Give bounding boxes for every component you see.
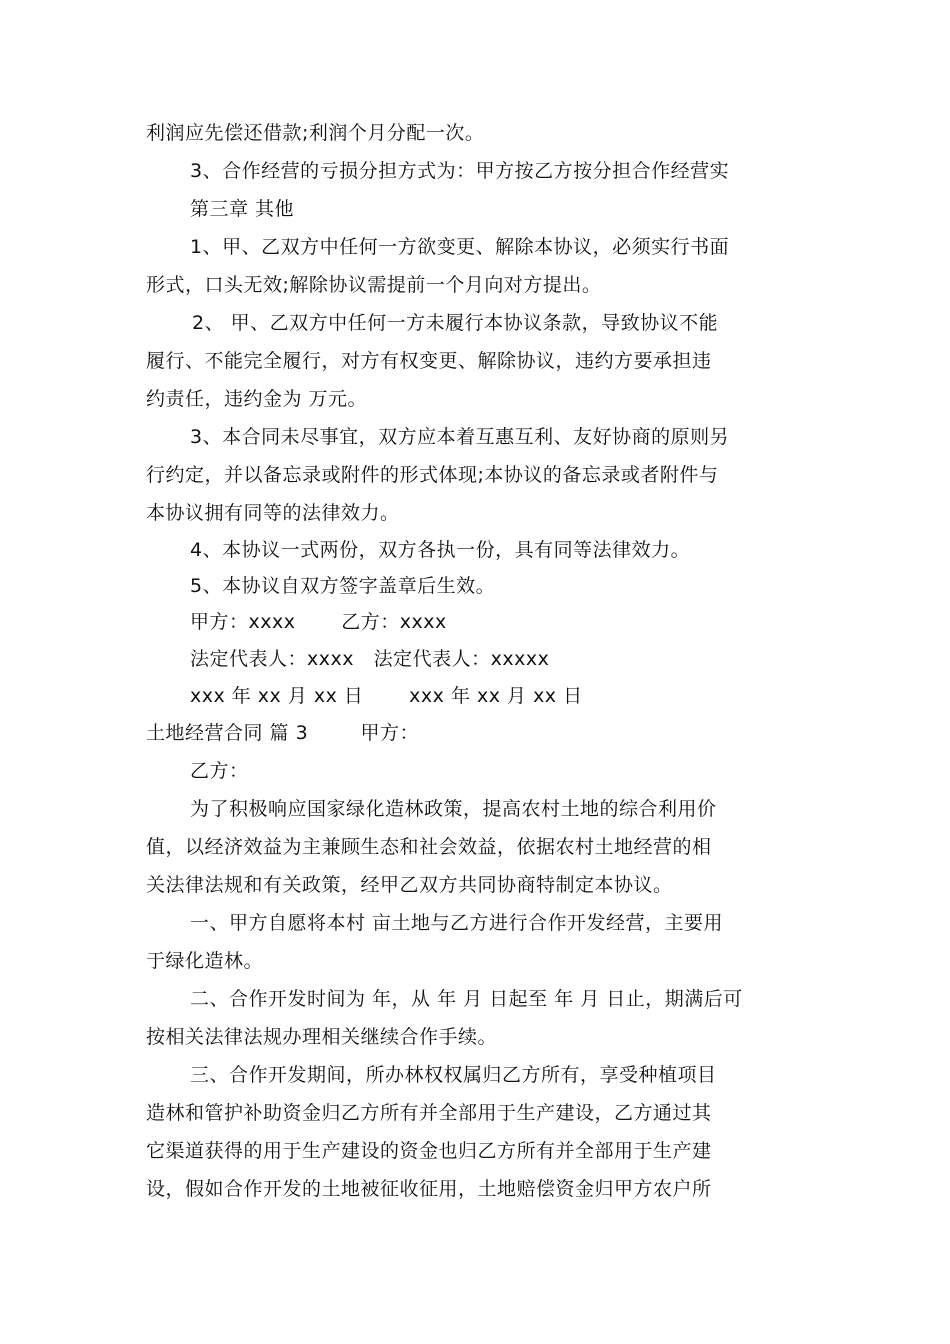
text-line: 3、合作经营的亏损分担方式为：甲方按乙方按分担合作经营实 (190, 160, 730, 182)
text-line: 5、本协议自双方签字盖章后生效。 (190, 575, 496, 597)
text-line: 本协议拥有同等的法律效力。 (146, 502, 400, 524)
contract-heading: 土地经营合同 篇 3 甲方： (146, 722, 419, 744)
text-line: 三、合作开发期间，所办林权权属归乙方所有，享受种植项目 (190, 1064, 717, 1086)
section-heading: 第三章 其他 (190, 198, 295, 220)
text-line: 4、本协议一式两份，双方各执一份，具有同等法律效力。 (190, 539, 691, 561)
text-line: 于绿化造林。 (146, 950, 264, 972)
signature-representatives: 法定代表人：xxxx 法定代表人：xxxxx (190, 648, 550, 670)
text-line: 值，以经济效益为主兼顾生态和社会效益，依据农村土地经营的相 (146, 836, 712, 858)
text-line: 约责任，违约金为 万元。 (146, 388, 368, 410)
text-line: 履行、不能完全履行，对方有权变更、解除协议，违约方要承担违 (146, 350, 712, 372)
text-line: 按相关法律法规办理相关继续合作手续。 (146, 1026, 498, 1048)
text-line: 关法律法规和有关政策，经甲乙双方共同协商特制定本协议。 (146, 874, 673, 896)
signature-parties: 甲方：xxxx 乙方：xxxx (190, 611, 447, 633)
text-line: 2、 甲、乙双方中任何一方未履行本协议条款，导致协议不能 (192, 312, 719, 334)
text-line: 行约定，并以备忘录或附件的形式体现;本协议的备忘录或者附件与 (146, 464, 719, 486)
text-line: 乙方： (190, 760, 249, 782)
text-line: 1、甲、乙双方中任何一方欲变更、解除本协议，必须实行书面 (190, 236, 730, 258)
text-line: 利润应先偿还借款;利润个月分配一次。 (146, 122, 485, 144)
signature-dates: xxx 年 xx 月 xx 日 xxx 年 xx 月 xx 日 (190, 685, 583, 707)
text-line: 造林和管护补助资金归乙方所有并全部用于生产建设，乙方通过其 (146, 1102, 712, 1124)
text-line: 形式，口头无效;解除协议需提前一个月向对方提出。 (146, 274, 602, 296)
text-line: 它渠道获得的用于生产建设的资金也归乙方所有并全部用于生产建 (146, 1140, 712, 1162)
text-line: 设，假如合作开发的土地被征收征用，土地赔偿资金归甲方农户所 (146, 1178, 712, 1200)
text-line: 二、合作开发时间为 年，从 年 月 日起至 年 月 日止，期满后可 (190, 988, 743, 1010)
text-line: 一、甲方自愿将本村 亩土地与乙方进行合作开发经营，主要用 (190, 912, 724, 934)
text-line: 为了积极响应国家绿化造林政策，提高农村土地的综合利用价 (190, 798, 717, 820)
text-line: 3、本合同未尽事宜，双方应本着互惠互利、友好协商的原则另 (190, 426, 730, 448)
